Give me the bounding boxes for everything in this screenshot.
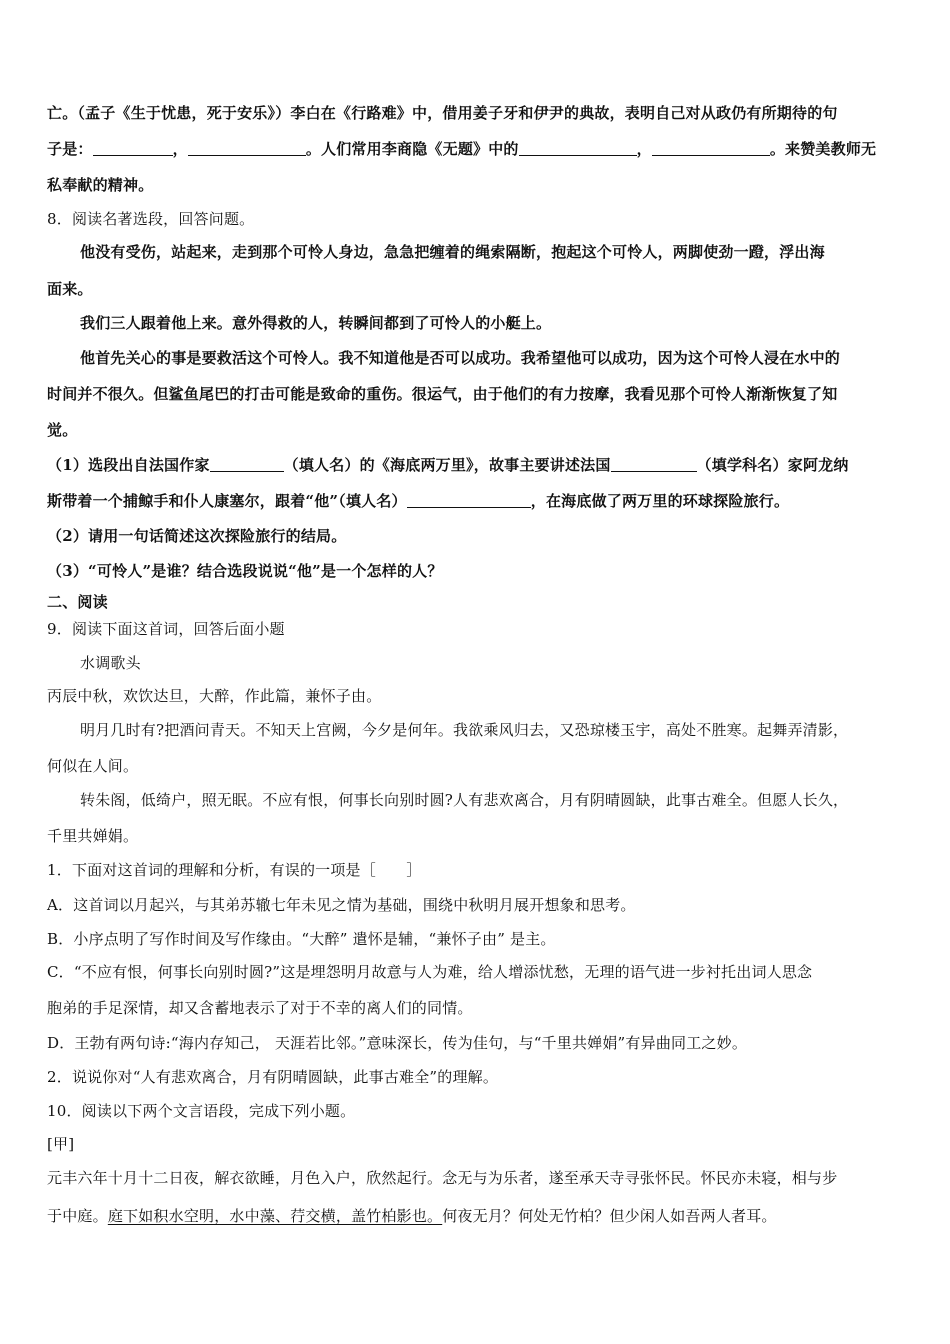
underlined-sentence: 庭下如积水空明，水中藻、荇交横，盖竹柏影也。 bbox=[107, 1207, 443, 1225]
q8-subq-2: （2）请用一句话简述这次探险旅行的结局。 bbox=[47, 527, 347, 545]
passage-line bbox=[47, 1206, 777, 1226]
fill-blank[interactable] bbox=[93, 140, 173, 156]
q8-text: （填人名）的《海底两万里》，故事主要讲述法国 bbox=[283, 456, 611, 474]
q7-comma: ， bbox=[636, 140, 652, 158]
poem-line: 明月几时有?把酒问青天。不知天上宫阙，今夕是何年。我欲乘风归去，又恐琼楼玉宇，高处不胜寒。起舞弄清影， bbox=[80, 721, 849, 739]
poem-preface: 丙辰中秋，欢饮达旦，大醉，作此篇，兼怀子由。 bbox=[47, 687, 382, 705]
fill-blank[interactable] bbox=[407, 492, 531, 508]
poem-line: 转朱阁，低绮户，照无眠。不应有恨，何事长向别时圆?人有悲欢离合，月有阴晴圆缺，此事古难全。但愿人长久， bbox=[80, 791, 849, 809]
q8-excerpt-line: 他首先关心的事是要救活这个可怜人。我不知道他是否可以成功。我希望他可以成功，因为这个可怜人浸在水中的 bbox=[80, 349, 841, 367]
fill-blank[interactable] bbox=[611, 456, 697, 472]
q8-excerpt-line: 我们三人跟着他上来。意外得救的人，转瞬间都到了可怜人的小艇上。 bbox=[80, 314, 552, 332]
q8-excerpt-line: 他没有受伤，站起来，走到那个可怜人身边，急急把缠着的绳索隔断，抱起这个可怜人，两脚使劲一蹬，浮出海 bbox=[80, 243, 825, 261]
fill-blank[interactable] bbox=[210, 456, 284, 472]
passage-line: 元丰六年十月十二日夜，解衣欲睡，月色入户，欣然起行。念无与为乐者，遂至承天寺寻张怀民。怀民亦未寝，相与步 bbox=[47, 1169, 838, 1187]
q8-text: 斯带着一个捕鲸手和仆人康塞尔，跟着“他”（填人名） bbox=[47, 492, 407, 510]
q8-subq-3: （3）“可怜人”是谁？结合选段说说“他”是一个怎样的人？ bbox=[47, 562, 443, 580]
q8-text: ，在海底做了两万里的环球探险旅行。 bbox=[530, 492, 790, 510]
q8-excerpt-line: 时间并不很久。但鲨鱼尾巴的打击可能是致命的重伤。很运气，由于他们的有力按摩，我看见那个可怜人渐渐恢复了知 bbox=[47, 385, 838, 403]
fill-blank[interactable] bbox=[188, 140, 306, 156]
option-a[interactable]: A．这首词以月起兴，与其弟苏辙七年未见之情为基础，围绕中秋明月展开想象和思考。 bbox=[47, 896, 636, 914]
option-c-cont: 胞弟的手足深情，却又含蓄地表示了对于不幸的离人们的同情。 bbox=[47, 999, 473, 1017]
passage-text: 于中庭。 bbox=[47, 1207, 108, 1225]
option-b[interactable]: B．小序点明了写作时间及写作缘由。“大醉” 遣怀是辅，“兼怀子由” 是主。 bbox=[47, 930, 556, 948]
option-c[interactable]: C．“不应有恨，何事长向别时圆?”这是埋怨明月故意与人为难，给人增添忧愁，无理的语气进一步衬托出词人思念 bbox=[47, 963, 813, 981]
q7-text: 子是： bbox=[47, 140, 93, 158]
poem-title: 水调歌头 bbox=[80, 654, 141, 672]
passage-label: [甲] bbox=[47, 1135, 75, 1153]
q9-title: 9．阅读下面这首词，回答后面小题 bbox=[47, 620, 285, 638]
q8-subq-1-line-2 bbox=[47, 491, 789, 511]
q8-text: （1）选段出自法国作家 bbox=[47, 456, 210, 474]
q7-line-3: 私奉献的精神。 bbox=[47, 176, 154, 194]
q8-text: （填学科名）家阿龙纳 bbox=[696, 456, 849, 474]
q7-text: 。人们常用李商隐《无题》中的 bbox=[305, 140, 519, 158]
fill-blank[interactable] bbox=[652, 140, 770, 156]
q9-subq-1: 1．下面对这首词的理解和分析，有误的一项是［ ］ bbox=[47, 861, 422, 879]
q8-title: 8．阅读名著选段，回答问题。 bbox=[47, 210, 255, 228]
q7-line-2 bbox=[47, 139, 876, 159]
poem-line: 何似在人间。 bbox=[47, 757, 139, 775]
q8-subq-1-line-1 bbox=[47, 455, 849, 475]
section-heading: 二、阅读 bbox=[47, 593, 108, 611]
q7-text: 。来赞美教师无 bbox=[769, 140, 877, 158]
option-d[interactable]: D．王勃有两句诗:“海内存知己， 天涯若比邻。”意味深长，传为佳句，与“千里共婵娟”有异曲同工之妙。 bbox=[47, 1034, 748, 1052]
q7-comma: ， bbox=[172, 140, 188, 158]
q9-subq-2: 2．说说你对“人有悲欢离合，月有阴晴圆缺，此事古难全”的理解。 bbox=[47, 1068, 499, 1086]
passage-text: 何夜无月？何处无竹柏？但少闲人如吾两人者耳。 bbox=[442, 1207, 777, 1225]
poem-line: 千里共婵娟。 bbox=[47, 827, 139, 845]
fill-blank[interactable] bbox=[519, 140, 637, 156]
q7-line-1: 亡。（孟子《生于忧患，死于安乐》）李白在《行路难》中，借用姜子牙和伊尹的典故，表明自己对从政仍有所期待的句 bbox=[47, 104, 838, 122]
q10-title: 10．阅读以下两个文言语段，完成下列小题。 bbox=[47, 1102, 356, 1120]
q8-excerpt-line: 觉。 bbox=[47, 421, 78, 439]
q8-excerpt-line: 面来。 bbox=[47, 280, 93, 298]
